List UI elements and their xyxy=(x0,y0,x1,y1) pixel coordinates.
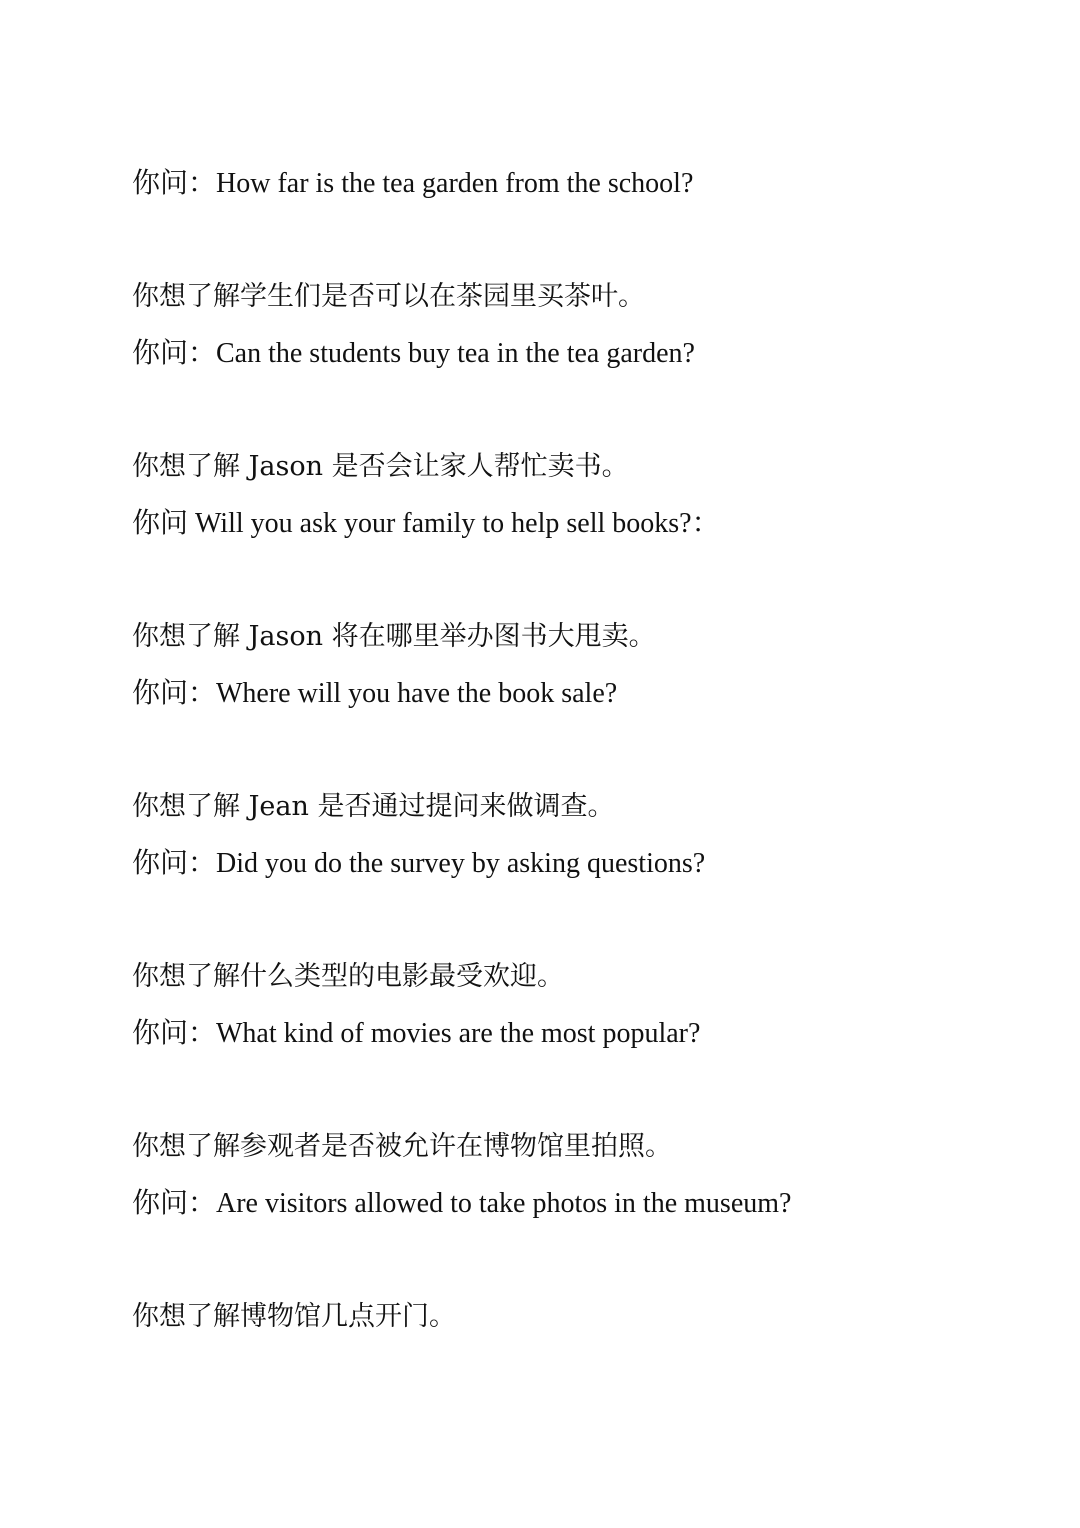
prompt-line: 你想了解什么类型的电影最受欢迎。 xyxy=(132,961,564,992)
prompt-line: 你想了解参观者是否被允许在博物馆里拍照。 xyxy=(132,1131,672,1162)
question-line: 你问：Can the students buy tea in the tea garden? xyxy=(132,338,695,369)
prompt-line: 你想了解 Jason 将在哪里举办图书大甩卖。 xyxy=(132,621,656,652)
question-line: 你问：How far is the tea garden from the school? xyxy=(132,168,694,199)
question-line: 你问：What kind of movies are the most popular? xyxy=(132,1018,701,1049)
prompt-line: 你想了解学生们是否可以在茶园里买茶叶。 xyxy=(132,281,645,312)
question-line: 你问：Where will you have the book sale? xyxy=(132,678,618,709)
question-line: 你问 Will you ask your family to help sell books?： xyxy=(132,508,720,539)
question-line: 你问：Did you do the survey by asking questions? xyxy=(132,848,706,879)
prompt-line: 你想了解 Jean 是否通过提问来做调查。 xyxy=(132,791,615,822)
prompt-line: 你想了解 Jason 是否会让家人帮忙卖书。 xyxy=(132,451,629,482)
question-line: 你问：Are visitors allowed to take photos in the museum? xyxy=(132,1188,792,1219)
prompt-line: 你想了解博物馆几点开门。 xyxy=(132,1301,456,1332)
